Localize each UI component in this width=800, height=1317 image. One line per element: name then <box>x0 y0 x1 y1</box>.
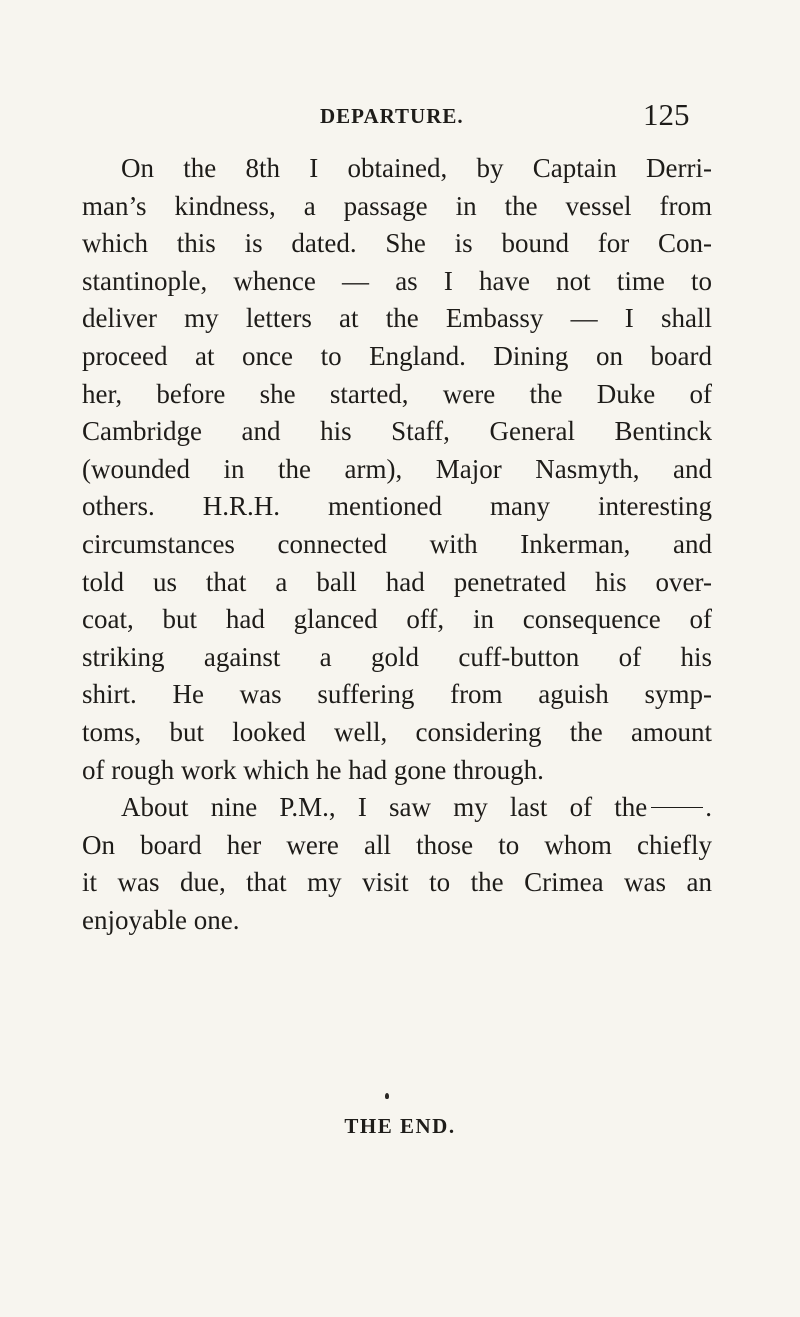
text-line: Cambridge and his Staff, General Bentinck <box>82 416 712 447</box>
text-line: of rough work which he had gone through. <box>82 754 544 785</box>
end-label: THE END. <box>344 1114 456 1138</box>
text-line: toms, but looked well, considering the amount <box>82 716 712 747</box>
text-line: shirt. He was suffering from aguish symp- <box>82 679 712 710</box>
body-text <box>82 150 712 939</box>
text-fragment: About nine P.M., I saw my last of the <box>121 792 648 823</box>
text-line: it was due, that my visit to the Crimea was an <box>82 867 712 898</box>
text-line: told us that a ball had penetrated his over- <box>82 566 712 597</box>
text-line: enjoyable one. <box>82 904 240 935</box>
running-head: DEPARTURE. <box>320 104 464 128</box>
text-line: which this is dated. She is bound for Con- <box>82 228 712 259</box>
text-line: stantinople, whence — as I have not time to <box>82 265 712 296</box>
text-line: On the 8th I obtained, by Captain Derri- <box>121 153 712 183</box>
text-line: circumstances connected with Inkerman, and <box>82 528 712 559</box>
blank-dash <box>651 807 703 808</box>
text-line: striking against a gold cuff-button of his <box>82 641 712 672</box>
ornament-mark <box>385 1093 389 1099</box>
text-line-with-blank <box>82 789 712 827</box>
text-line: deliver my letters at the Embassy — I shall <box>82 303 712 334</box>
text-line: others. H.R.H. mentioned many interesting <box>82 491 712 522</box>
text-line: man’s kindness, a passage in the vessel from <box>82 190 712 221</box>
text-line: coat, but had glanced off, in consequence of <box>82 604 712 635</box>
text-line: her, before she started, were the Duke of <box>82 378 712 409</box>
page-number: 125 <box>643 97 690 132</box>
text-fragment-end: . <box>705 792 712 823</box>
text-line: (wounded in the arm), Major Nasmyth, and <box>82 453 712 484</box>
text-line: On board her were all those to whom chiefly <box>82 829 712 860</box>
text-line: proceed at once to England. Dining on board <box>82 340 712 371</box>
